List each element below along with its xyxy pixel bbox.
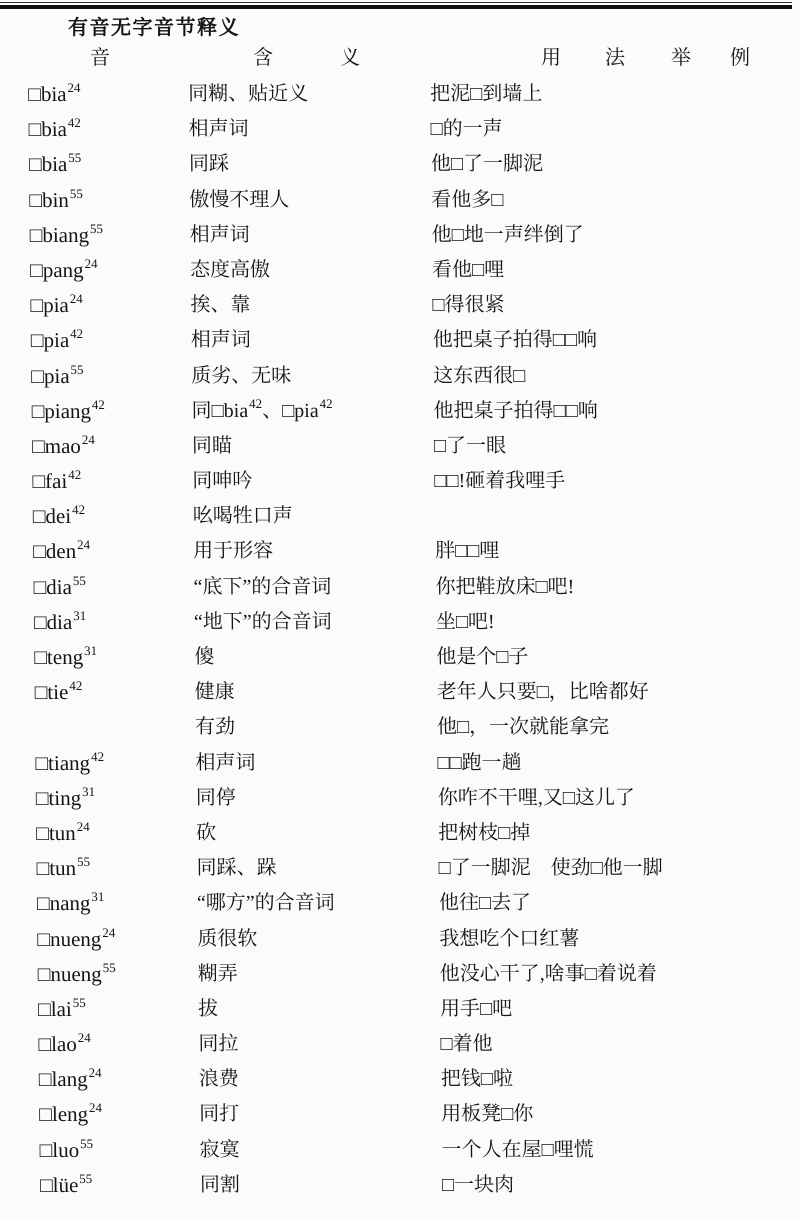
tone-number: 55 [72,994,86,1010]
example-cell: 你咋不干哩,又□这儿了 [437,786,636,809]
syllable-text: □fai [32,469,68,494]
example-cell: 你把鞋放床□吧! [435,575,575,598]
header-usage-char-4: 例 [730,45,750,69]
table-row [2,288,762,323]
meaning-cell: 同踩 [188,153,230,176]
tone-number: 24 [69,291,83,307]
syllable-cell [28,116,81,142]
syllable-text: □biang [29,222,90,247]
meaning-cell: 同呻吟 [192,470,253,493]
example-cell: 他□地一声绊倒了 [431,223,584,246]
syllable-cell [35,750,104,776]
table-row [3,359,763,394]
tone-number: 55 [72,572,86,588]
tone-number: 55 [68,150,82,166]
table-row [5,499,765,534]
tone-number: 42 [319,395,333,411]
syllable-cell [30,222,104,248]
example-cell: 用板凳□你 [441,1103,534,1126]
meaning-cell: 同瞄 [191,434,233,457]
syllable-text: □bin [29,187,69,212]
syllable-cell [37,890,105,916]
tone-number: 42 [68,467,82,483]
syllable-text: □lao [38,1032,77,1057]
tone-number: 24 [76,818,90,834]
meaning-cell: 相声词 [189,223,250,246]
meaning-cell: 相声词 [195,751,256,774]
example-cell: 把树枝□掉 [438,821,531,844]
example-cell: 老年人只要□，比啥都好 [436,681,649,704]
table-row [1,183,761,218]
table-row [0,77,760,112]
header-usage-char-3: 举 [671,45,691,69]
syllable-text: □tun [36,820,76,845]
tone-number: 55 [76,854,91,870]
tone-number: 42 [90,748,105,764]
table-row [3,394,763,429]
table-row [10,992,770,1027]
syllable-cell [30,257,98,283]
tone-number: 55 [102,959,116,975]
example-cell: 他没心干了,啥事□着说着 [439,962,657,985]
syllable-text: □pia [30,328,70,353]
syllable-text: □teng [34,645,84,669]
example-cell: 他是个□子 [436,646,529,668]
tone-number: 24 [88,1100,103,1116]
meaning-cell: 糊弄 [197,962,238,985]
syllable-cell [39,1101,102,1127]
section-title: 有音无字音节释义 [68,15,240,39]
table-row [5,534,765,569]
example-cell: □得很紧 [432,294,505,317]
meaning-cell: 健康 [194,681,235,704]
table-row [5,570,765,605]
syllable-text: □tie [34,680,69,705]
tone-number: 31 [83,643,98,658]
table-row [10,957,770,992]
syllable-cell [36,785,96,811]
syllable-text: □bia [28,82,67,106]
syllable-cell [31,327,84,353]
syllable-cell [32,433,95,459]
syllable-text: □tun [36,856,77,881]
syllable-text: □piang [31,398,92,423]
meaning-cell: 傲慢不理人 [189,188,290,211]
example-cell: 他□了一脚泥 [430,153,544,176]
example-cell: 把钱□啦 [440,1068,514,1091]
tone-number: 24 [84,255,98,271]
example-cell: 他把桌子拍得□□响 [432,329,598,352]
table-row [8,781,768,816]
tone-number: 24 [88,1065,102,1081]
syllable-text: □luo [39,1137,80,1162]
example-cell: 这东西很□ [433,364,526,387]
table-row [4,429,764,464]
meaning-cell: 吆喝牲口声 [192,505,293,528]
glossary-rows [0,77,772,1203]
syllable-text: □pia [30,293,69,318]
header-usage-char-1: 用 [541,45,561,69]
meaning-cell: 同拉 [198,1033,239,1056]
tone-number: 42 [70,326,84,342]
meaning-cell: 傻 [194,646,215,668]
example-cell: 他□，一次就能拿完 [436,716,610,739]
syllable-cell [34,609,87,635]
table-row [10,1027,770,1062]
syllable-cell [31,363,84,389]
syllable-cell [28,81,81,107]
table-row [12,1168,772,1203]
tone-number: 24 [67,80,81,95]
syllable-cell [30,292,83,318]
example-cell: □一块肉 [441,1173,515,1196]
meaning-cell: 有劲 [194,716,236,739]
example-cell: 我想吃个口红薯 [439,927,580,950]
meaning-text: 、□pia [262,399,319,422]
table-row [2,253,762,288]
tone-number: 42 [69,678,83,694]
meaning-cell: 浪费 [198,1068,239,1091]
tone-number: 24 [77,1030,91,1046]
meaning-cell: 挨、靠 [190,294,251,317]
table-row [7,710,767,745]
table-row [7,746,767,781]
example-cell: □了一脚泥 使劲□他一脚 [438,857,663,880]
syllable-text: □bia [28,152,68,177]
table-row [6,675,766,710]
example-cell: □着他 [440,1033,493,1056]
tone-number: 42 [248,395,263,411]
syllable-cell [32,468,81,494]
meaning-cell: 同停 [195,786,236,809]
meaning-text: 同□bia [191,399,249,422]
syllable-text: □den [33,539,77,564]
syllable-text: □bia [28,117,68,142]
meaning-cell: “底下”的合音词 [193,575,332,598]
syllable-cell [33,538,90,564]
syllable-cell [38,996,86,1022]
meaning-cell: 态度高傲 [189,258,271,281]
tone-number: 55 [79,1135,94,1151]
example-cell: 他往□去了 [438,892,532,915]
example-cell: 坐□吧! [435,610,495,633]
meaning-cell: 同糊、贴近义 [188,83,309,105]
syllable-text: □nang [36,891,91,916]
syllable-cell [38,961,116,987]
table-row [4,464,764,499]
meaning-cell: “哪方”的合音词 [196,892,335,915]
meaning-cell: 同打 [199,1103,240,1126]
meaning-cell: 同割 [199,1173,241,1196]
table-row [8,851,768,886]
table-row [2,218,762,253]
syllable-text: □lai [37,996,72,1021]
syllable-cell [33,574,86,600]
syllable-cell [29,151,82,177]
header-meaning-char-1: 含 [253,45,273,69]
header-usage-char-2: 法 [605,45,625,69]
tone-number: 42 [91,396,105,412]
tone-number: 31 [73,607,87,623]
table-row [6,640,766,675]
syllable-cell [35,679,83,705]
tone-number: 24 [102,924,116,940]
example-cell: □□跑一趟 [437,751,522,774]
syllable-text: □nueng [37,926,102,951]
example-cell: 胖□□哩 [435,540,500,563]
tone-number: 55 [79,1170,93,1186]
syllable-cell [40,1172,93,1198]
example-cell: 看他多□ [431,188,504,211]
tone-number: 24 [81,431,95,447]
header-meaning-char-2: 义 [340,45,360,69]
syllable-cell [38,1031,91,1057]
meaning-cell: 寂寞 [199,1138,240,1161]
syllable-cell [36,820,90,846]
meaning-cell: 用于形容 [193,540,274,563]
table-row [1,147,761,182]
meaning-cell: 拔 [197,997,219,1020]
tone-number: 31 [91,889,105,905]
meaning-cell: 砍 [196,821,217,844]
table-row [11,1062,771,1097]
table-row [0,112,760,147]
tone-number: 55 [89,220,104,236]
table-row [6,605,766,640]
table-row [9,886,769,921]
example-cell: □的一声 [430,118,503,141]
example-cell: 一个人在屋□哩慌 [441,1138,594,1161]
syllable-cell [39,1137,93,1163]
table-row [8,816,768,851]
syllable-cell [37,926,115,952]
example-cell: 把泥□到墙上 [430,83,543,105]
syllable-text: □pia [31,363,70,388]
meaning-cell: 质劣、无味 [191,364,292,387]
syllable-cell [39,1066,102,1092]
top-rule-thin [0,2,792,3]
syllable-text: □dia [33,609,73,634]
syllable-text: □dei [32,504,72,529]
meaning-cell: 相声词 [190,329,251,352]
syllable-text: □dia [33,574,72,599]
tone-number: 55 [70,361,84,377]
tone-number: 42 [67,115,81,131]
meaning-cell [191,395,333,424]
top-rule-thick [0,5,792,9]
example-cell: □了一眼 [433,434,507,457]
syllable-cell [36,855,90,881]
meaning-cell: 同踩、跺 [196,857,277,880]
syllable-cell [33,503,86,529]
syllable-text: □tiang [35,750,91,775]
table-row [9,922,769,957]
syllable-cell [29,187,83,213]
syllable-text: □lang [38,1067,88,1092]
syllable-text: □leng [39,1102,89,1127]
syllable-cell [31,398,105,424]
meaning-cell: 相声词 [188,118,249,141]
tone-number: 55 [69,185,83,201]
example-cell: 他把桌子拍得□□响 [433,399,598,422]
meaning-cell: “地下”的合音词 [193,610,332,633]
example-cell: 看他□哩 [431,258,505,281]
table-row [3,323,763,358]
syllable-text: □ting [35,785,82,810]
table-row [11,1097,771,1132]
example-cell: □□!砸着我哩手 [434,470,566,493]
syllable-text: □mao [31,433,81,458]
header-sound: 音 [90,45,110,69]
syllable-cell [34,644,97,670]
syllable-text: □pang [29,257,84,282]
tone-number: 31 [82,783,96,799]
tone-number: 42 [71,502,86,518]
table-row [11,1133,771,1168]
meaning-cell: 质很软 [197,927,258,950]
syllable-text: □lüe [39,1172,79,1197]
tone-number: 24 [76,537,91,553]
syllable-text: □nueng [37,961,102,986]
example-cell: 用手□吧 [439,997,513,1020]
